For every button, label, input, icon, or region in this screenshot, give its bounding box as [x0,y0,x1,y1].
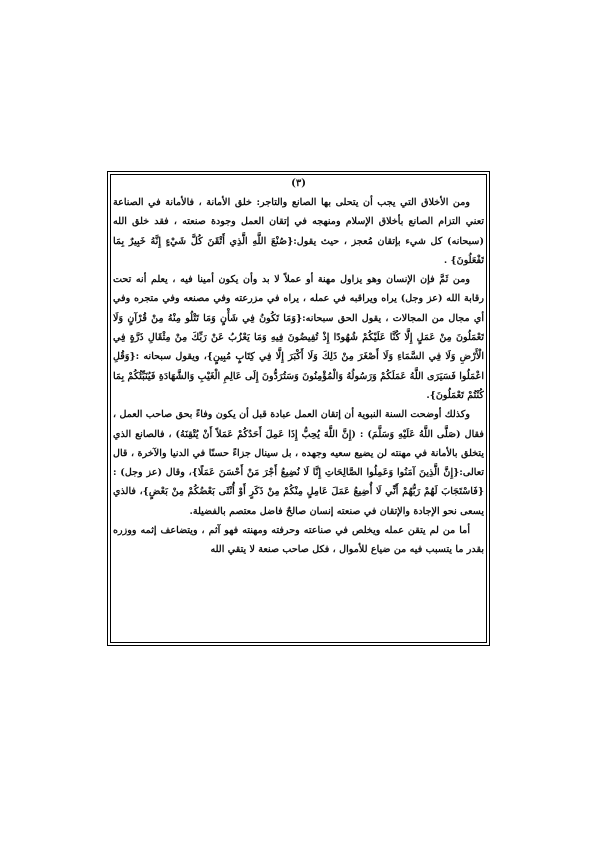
paragraph-divine-oversight: ومن ثَمَّ فإن الإنسان وهو يزاول مهنة أو عملاً لا بد وأن يكون أمينا فيه ، يعلم أنه تحت رقابة الله (عز وجل) يراه ويراقبه في عمله ، يراه في مزرعته وفي مصنعه وفي متجره وفي أي مجال من المجالات ، يقول الحق سبحانه:{وَمَا تَكُونُ فِي شَأْنٍ وَمَا تَتْلُو مِنْهُ مِنْ قُرْآنٍ وَلَا تَعْمَلُونَ مِنْ عَمَلٍ إِلَّا كُنَّا عَلَيْكُمْ شُهُودًا إِذْ تُفِيضُونَ فِيهِ وَمَا يَعْزُبُ عَنْ رَبِّكَ مِنْ مِثْقَالِ ذَرَّةٍ فِي الْأَرْضِ وَلَا فِي السَّمَاءِ وَلَا أَصْغَرَ مِنْ ذَلِكَ وَلَا أَكْبَرَ إِلَّا فِي كِتَابٍ مُبِينٍ}، ويقول سبحانه :{وَقُلِ اعْمَلُوا فَسَيَرَى اللَّهُ عَمَلَكُمْ وَرَسُولُهُ وَالْمُؤْمِنُونَ وَسَتُرَدُّونَ إِلَى عَالِمِ الْغَيْبِ وَالشَّهَادَةِ فَيُنَبِّئُكُمْ بِمَا كُنْتُمْ تَعْمَلُونَ}. [113,274,484,401]
page-number: (٣) [291,178,306,189]
page-content [113,177,484,640]
paragraph-trustworthiness: ومن الأخلاق التي يجب أن يتحلى بها الصانع والتاجر: خلق الأمانة ، فالأمانة في الصناعة تعني التزام الصانع بأخلاق الإسلام ومنهجه في إتقان العمل وجودة صنعته ، فقد خلق الله (سبحانه) كل شيء بإتقان مُعجز ، حيث يقول:{صُنْعَ اللَّهِ الَّذِي أَتْقَنَ كُلَّ شَيْءٍ إِنَّهُ خَبِيرٌ بِمَا تَفْعَلُونَ} . [113,197,484,266]
paragraph-sunnah-perfection: وكذلك أوضحت السنة النبوية أن إتقان العمل عبادة قبل أن يكون وفاءً بحق صاحب العمل ، فقال (صَلَّى اللَّهُ عَلَيْهِ وَسَلَّمَ) : (إِنَّ اللَّهَ يُحِبُّ إِذَا عَمِلَ أَحَدُكُمْ عَمَلاً أَنْ يُتْقِنَهُ) ، فالصانع الذي يتخلق بالأمانة في مهنته لن يضيع سعيه وجهده ، بل سينال جزاءً حسنًا في الدنيا والآخرة ، قال تعالى:{إِنَّ الَّذِينَ آمَنُوا وَعَمِلُوا الصَّالِحَاتِ إِنَّا لَا نُضِيعُ أَجْرَ مَنْ أَحْسَنَ عَمَلًا}، وقال (عز وجل) : {فَاسْتَجَابَ لَهُمْ رَبُّهُمْ أَنِّي لَا أُضِيعُ عَمَلَ عَامِلٍ مِنْكُمْ مِنْ ذَكَرٍ أَوْ أُنْثَى بَعْضُكُمْ مِنْ بَعْضٍ}، فالذي يسعى نحو الإجادة والإتقان في صنعته إنسان صالحٌ فاضل معتصم بالفضيلة. [113,409,484,517]
paragraph-negligence-sin: أما من لم يتقن عمله ويخلص في صناعته وحرفته ومهنته فهو آثم ، ويتضاعف إثمه ووزره بقدر ما يتسبب فيه من ضياع للأموال ، فكل صاحب صنعة لا يتقي الله [113,525,484,556]
